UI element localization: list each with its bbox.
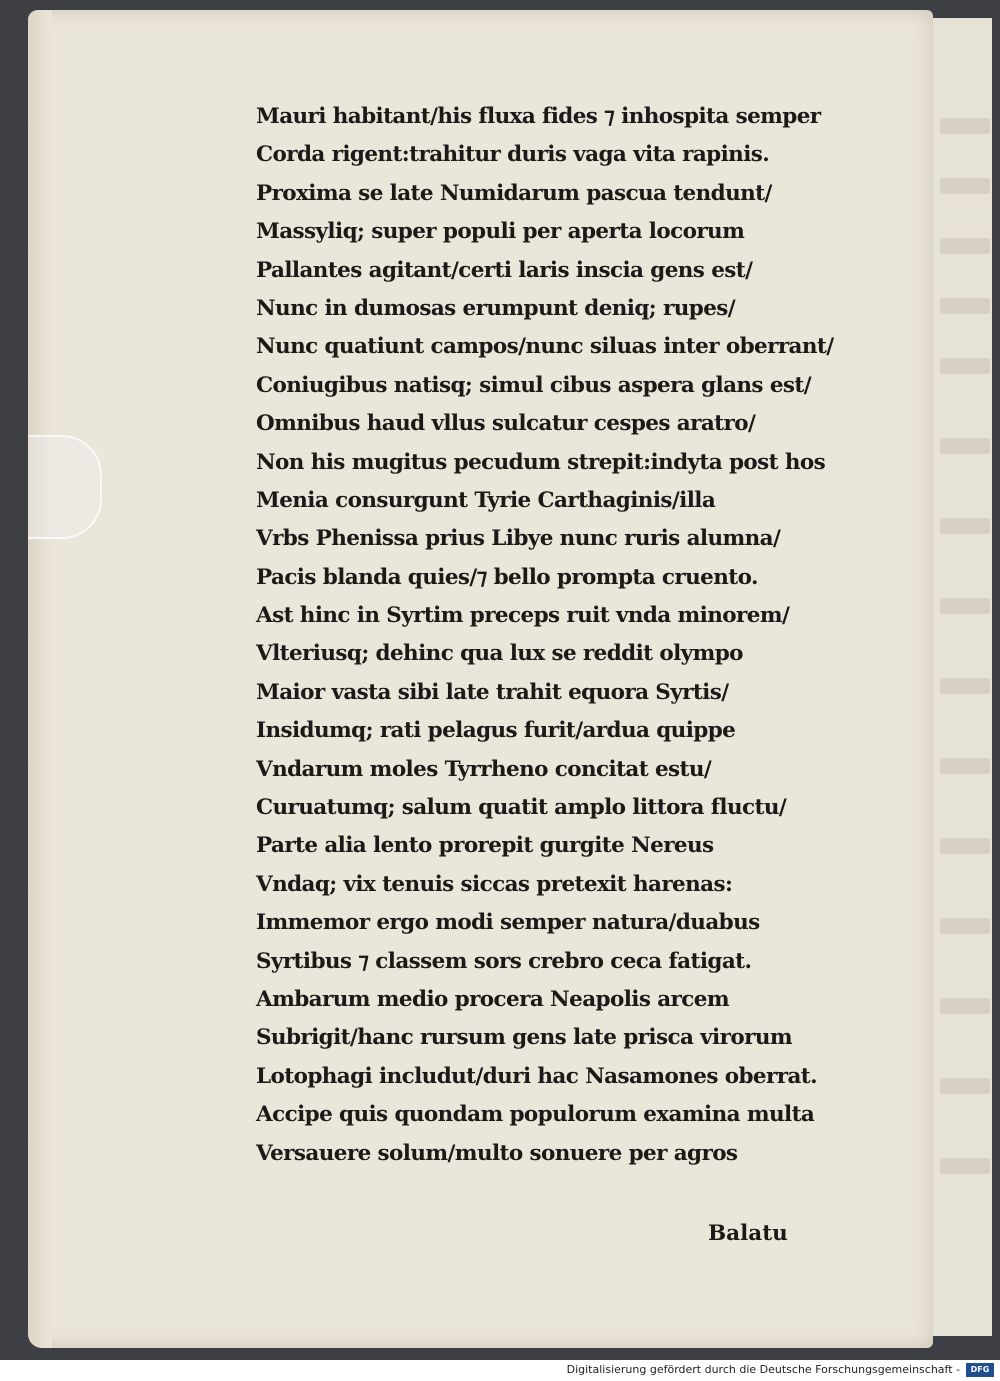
facing-text-fragment [940, 758, 990, 774]
verse-line: Lotophagi includut/duri hac Nasamones oberrat. [256, 1063, 817, 1089]
verse-line: Omnibus haud vllus sulcatur cespes aratro/ [256, 411, 756, 437]
facing-text-fragment [940, 178, 990, 194]
catchword: Balatu [708, 1221, 788, 1246]
facing-text-fragment [940, 1078, 990, 1094]
facing-text-fragment [940, 918, 990, 934]
verse-line: Syrtibus ⁊ classem sors crebro ceca fatigat. [256, 948, 752, 974]
facing-text-fragment [940, 118, 990, 134]
verse-line: Pacis blanda quies/⁊ bello prompta cruento. [256, 564, 758, 590]
verse-text-block [256, 98, 886, 1268]
verse-line: Mauri habitant/his fluxa fides ⁊ inhospita semper [256, 104, 821, 129]
verse-line: Corda rigent:trahitur duris vaga vita rapinis. [256, 142, 770, 168]
verse-line: Ast hinc in Syrtim preceps ruit vnda minorem/ [256, 603, 790, 629]
facing-text-fragment [940, 518, 990, 534]
verse-line: Vndarum moles Tyrrheno concitat estu/ [256, 756, 712, 782]
facing-text-fragment [940, 1158, 990, 1174]
verse-line: Proxima se late Numidarum pascua tendunt/ [256, 180, 772, 206]
facing-text-fragment [940, 998, 990, 1014]
verse-line: Non his mugitus pecudum strepit:indyta post hos [256, 449, 826, 475]
verse-line: Vrbs Phenissa prius Libye nunc ruris alumna/ [256, 526, 781, 552]
book-page [28, 10, 933, 1348]
verse-line: Curuatumq; salum quatit amplo littora fluctu/ [256, 795, 787, 821]
verse-line: Nunc in dumosas erumpunt deniq; rupes/ [256, 295, 736, 321]
verse-line: Parte alia lento prorepit gurgite Nereus [256, 833, 714, 859]
verse-line: Pallantes agitant/certi laris inscia gens est/ [256, 257, 753, 283]
verse-line: Accipe quis quondam populorum examina multa [256, 1102, 815, 1128]
verse-line: Vlteriusq; dehinc qua lux se reddit olympo [256, 641, 743, 667]
dfg-logo: DFG [966, 1363, 994, 1377]
verse-line: Vndaq; vix tenuis siccas pretexit harenas: [256, 871, 733, 897]
footer-bar [0, 1360, 1000, 1381]
verse-line: Ambarum medio procera Neapolis arcem [256, 986, 729, 1012]
facing-text-fragment [940, 598, 990, 614]
verse-line: Immemor ergo modi semper natura/duabus [256, 910, 760, 936]
verse-line: Menia consurgunt Tyrie Carthaginis/illa [256, 487, 716, 513]
facing-text-fragment [940, 238, 990, 254]
page-clip [28, 435, 102, 539]
funding-credit: Digitalisierung gefördert durch die Deutsche Forschungsgemeinschaft - [566, 1363, 960, 1376]
page-gutter [28, 10, 52, 1348]
facing-text-fragment [940, 438, 990, 454]
verse-line: Subrigit/hanc rursum gens late prisca virorum [256, 1025, 793, 1051]
verse-line: Maior vasta sibi late trahit equora Syrtis/ [256, 679, 729, 705]
facing-text-fragment [940, 678, 990, 694]
facing-text-fragment [940, 298, 990, 314]
verse-line: Nunc quatiunt campos/nunc siluas inter oberrant/ [256, 334, 834, 360]
verse-line: Insidumq; rati pelagus furit/ardua quippe [256, 718, 736, 744]
facing-page-edge [930, 18, 992, 1336]
facing-text-fragment [940, 838, 990, 854]
facing-text-fragment [940, 358, 990, 374]
verse-line: Massyliq; super populi per aperta locorum [256, 219, 745, 245]
verse-line: Versauere solum/multo sonuere per agros [256, 1140, 738, 1166]
verse-line: Coniugibus natisq; simul cibus aspera glans est/ [256, 372, 811, 398]
